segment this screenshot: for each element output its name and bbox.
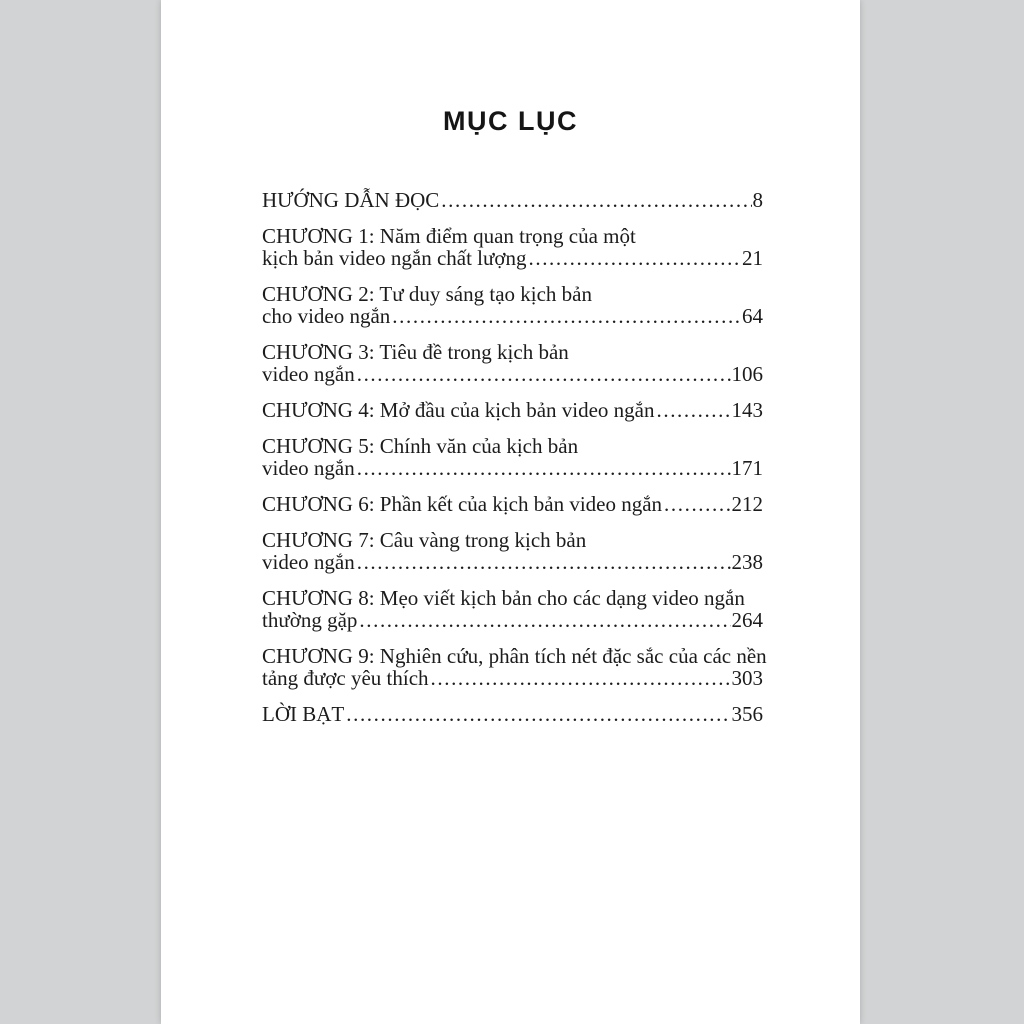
toc-entry-line — [262, 644, 767, 668]
toc-page-number: 356 — [731, 702, 763, 726]
toc-entry — [262, 283, 763, 327]
toc-page-number: 303 — [731, 666, 763, 690]
toc-entry-line — [262, 529, 763, 551]
toc-entry-text: cho video ngắn — [262, 304, 391, 328]
toc-entry-text: CHƯƠNG 8: Mẹo viết kịch bản cho các dạng video ngắn — [262, 586, 745, 610]
toc-entry-line — [262, 283, 763, 305]
toc-entry-text: CHƯƠNG 9: Nghiên cứu, phân tích nét đặc sắc của các nền — [262, 644, 767, 668]
toc-entry — [262, 341, 763, 385]
toc-page-number: 171 — [731, 456, 763, 480]
toc-page-number: 143 — [731, 398, 763, 422]
toc-page-number: 212 — [731, 492, 763, 516]
toc-entry-line-with-page — [262, 703, 763, 725]
toc-entry-text: CHƯƠNG 7: Câu vàng trong kịch bản — [262, 528, 587, 552]
toc-entry-line-with-page — [262, 457, 763, 479]
toc-entry — [262, 644, 767, 690]
toc-entry — [262, 529, 763, 573]
toc-entry-text: video ngắn — [262, 362, 355, 386]
toc-entry-text: CHƯƠNG 5: Chính văn của kịch bản — [262, 434, 579, 458]
dot-leader — [529, 247, 742, 269]
toc-entry — [262, 435, 763, 479]
toc-page-number: 21 — [742, 246, 763, 270]
dot-leader — [357, 457, 731, 479]
toc-entry-line-with-page — [262, 667, 763, 689]
toc-entry-line-with-page — [262, 247, 763, 269]
toc-entry-text: CHƯƠNG 1: Năm điểm quan trọng của một — [262, 224, 636, 248]
toc-page-number: 8 — [752, 188, 763, 212]
toc-entry — [262, 493, 763, 515]
toc-page-number: 238 — [731, 550, 763, 574]
toc-entry-text: video ngắn — [262, 550, 355, 574]
toc-entry-line-with-page — [262, 609, 763, 631]
dot-leader — [441, 189, 751, 211]
toc-entry-line — [262, 341, 763, 363]
toc-entry — [262, 587, 763, 631]
toc-entry-text: LỜI BẠT — [262, 702, 345, 726]
page-title: MỤC LỤC — [443, 106, 578, 136]
toc-entry — [262, 225, 763, 269]
toc-entry-text: tảng được yêu thích — [262, 666, 429, 690]
toc-entry-line-with-page — [262, 551, 763, 573]
toc-entry — [262, 399, 763, 421]
dot-leader — [346, 703, 730, 725]
dot-leader — [359, 609, 730, 631]
book-page — [161, 0, 860, 1024]
toc-entry-line-with-page — [262, 493, 763, 515]
toc-entry-line-with-page — [262, 363, 763, 385]
dot-leader — [657, 399, 731, 421]
dot-leader — [431, 667, 731, 689]
dot-leader — [357, 363, 731, 385]
toc-entry-text: kịch bản video ngắn chất lượng — [262, 246, 527, 270]
toc-entry-line-with-page — [262, 305, 763, 327]
toc-page-number: 264 — [731, 608, 763, 632]
toc-entry-text: thường gặp — [262, 608, 358, 632]
toc-entry-line — [262, 435, 763, 457]
toc-page-number: 106 — [731, 362, 763, 386]
toc-entry-text: CHƯƠNG 6: Phần kết của kịch bản video ngắn — [262, 492, 663, 516]
toc-page-number: 64 — [742, 304, 763, 328]
toc-entry — [262, 703, 763, 725]
dot-leader — [357, 551, 731, 573]
dot-leader — [664, 493, 730, 515]
toc-entry-line — [262, 225, 763, 247]
toc-entry — [262, 189, 763, 211]
toc-entry-text: CHƯƠNG 2: Tư duy sáng tạo kịch bản — [262, 282, 593, 306]
toc-entry-text: CHƯƠNG 3: Tiêu đề trong kịch bản — [262, 340, 569, 364]
toc-entry-text: HƯỚNG DẪN ĐỌC — [262, 188, 440, 212]
toc-entry-text: CHƯƠNG 4: Mở đầu của kịch bản video ngắn — [262, 398, 655, 422]
toc-entry-text: video ngắn — [262, 456, 355, 480]
toc-entry-line-with-page — [262, 399, 763, 421]
toc-entry-line — [262, 587, 763, 609]
dot-leader — [392, 305, 741, 327]
table-of-contents — [262, 188, 767, 726]
toc-entry-line-with-page — [262, 189, 763, 211]
